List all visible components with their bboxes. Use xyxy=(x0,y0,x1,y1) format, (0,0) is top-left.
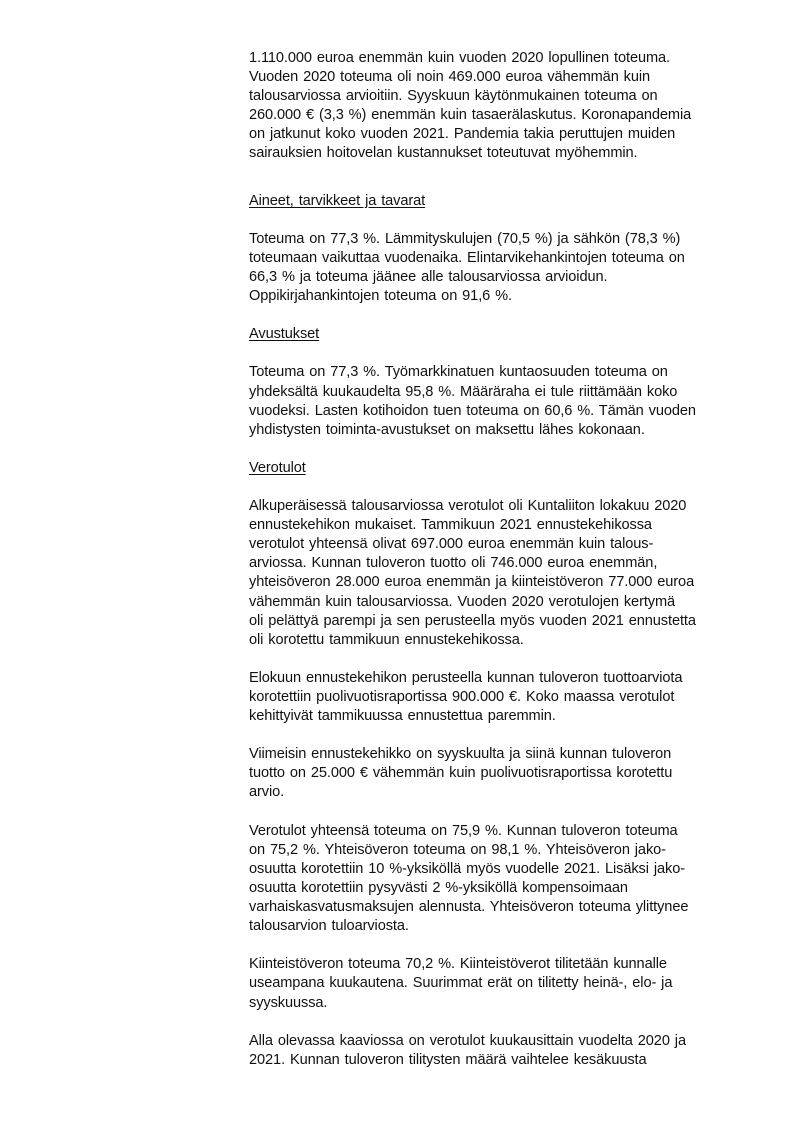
text-line: Elokuun ennustekehikon perusteella kunnan tuloveron tuottoarviota xyxy=(249,669,683,686)
text-line: on jatkunut koko vuoden 2021. Pandemia takia peruttujen muiden xyxy=(249,126,676,143)
text-line: Verotulot yhteensä toteuma on 75,9 %. Kunnan tuloveron toteuma xyxy=(249,822,678,839)
text-line: talousarvion tuloarviosta. xyxy=(249,918,409,935)
text-line: verotulot yhteensä olivat 697.000 euroa enemmän kuin talous- xyxy=(249,536,654,553)
text-line: Toteuma on 77,3 %. Työmarkkinatuen kuntaosuuden toteuma on xyxy=(249,364,668,381)
text-line: 1.110.000 euroa enemmän kuin vuoden 2020 lopullinen toteuma. xyxy=(249,50,671,66)
text-line: varhaiskasvatusmaksujen alennusta. Yhteisöveron toteuma ylittynee xyxy=(249,899,689,916)
paragraph-materials xyxy=(249,230,749,306)
text-line: vuodeksi. Lasten kotihoidon tuen toteuma on 60,6 %. Tämän vuoden xyxy=(249,402,696,419)
text-line: vähemmän kuin talousarviossa. Vuoden 2020 verotulojen kertymä xyxy=(249,593,676,610)
text-line: 2021. Kunnan tuloveron tilitysten määrä vaihtelee kesäkuusta xyxy=(249,1051,647,1068)
text-line: arviossa. Kunnan tuloveron tuotto oli 746.000 euroa enemmän, xyxy=(249,555,658,572)
paragraph-august-forecast xyxy=(249,669,749,726)
paragraph-property-tax xyxy=(249,955,749,1012)
text-line: Alla olevassa kaaviossa on verotulot kuukausittain vuodelta 2020 ja xyxy=(249,1032,686,1049)
text-line: korotettiin puolivuotisraportissa 900.000 €. Koko maassa verotulot xyxy=(249,689,675,705)
text-line: ennustekehikon mukaiset. Tammikuun 2021 ennustekehikossa xyxy=(249,517,652,534)
section-heading-text: Avustukset xyxy=(249,326,320,343)
text-line: talousarviossa arvioitiin. Syyskuun käytönmukainen toteuma on xyxy=(249,88,658,105)
section-heading-materials xyxy=(249,192,749,230)
text-line: syyskuussa. xyxy=(249,994,328,1011)
paragraph-grants xyxy=(249,363,749,439)
text-line: on 75,2 %. Yhteisöveron toteuma on 98,1 %. Yhteisöveron jako- xyxy=(249,841,666,858)
paragraph-tax-original-budget xyxy=(249,497,749,650)
paragraph-chart-intro xyxy=(249,1032,749,1070)
text-line: osuutta korotettiin 10 %-yksiköllä myös vuodelle 2021. Lisäksi jako- xyxy=(249,860,685,877)
text-line: tuotto on 25.000 € vähemmän kuin puolivuotisraportissa korotettu xyxy=(249,765,673,782)
text-line: yhteisöveron 28.000 euroa enemmän ja kiinteistöveron 77.000 euroa xyxy=(249,574,695,591)
text-line: Viimeisin ennustekehikko on syyskuulta ja siinä kunnan tuloveron xyxy=(249,746,672,763)
section-heading-tax-revenue xyxy=(249,459,749,497)
section-heading-text: Verotulot xyxy=(249,459,306,476)
text-line: yhdeksältä kuukaudelta 95,8 %. Määräraha ei tule riittämään koko xyxy=(249,383,678,400)
text-line: 260.000 € (3,3 %) enemmän kuin tasaerälaskutus. Koronapandemia xyxy=(249,107,692,124)
text-line: osuutta korotettiin pysyvästi 2 %-yksiköllä kompensoimaan xyxy=(249,879,628,896)
text-line: oli pelättyä parempi ja sen perusteella myös vuoden 2021 ennustetta xyxy=(249,612,696,629)
text-line: 66,3 % ja toteuma jäänee alle talousarviossa arvioidun. xyxy=(249,268,608,285)
document-page xyxy=(249,49,749,1089)
text-line: toteumaan vaikuttaa vuodenaika. Elintarvikehankintojen toteuma on xyxy=(249,249,685,266)
text-line: Toteuma on 77,3 %. Lämmityskulujen (70,5 %) ja sähkön (78,3 %) xyxy=(249,230,681,247)
text-line: yhdistysten toiminta-avustukset on maksettu lähes kokonaan. xyxy=(249,421,645,438)
text-line: useampana kuukautena. Suurimmat erät on tilitetty heinä-, elo- ja xyxy=(249,975,673,992)
text-line: arvio. xyxy=(249,784,285,801)
text-line: sairauksien hoitovelan kustannukset toteutuvat myöhemmin. xyxy=(249,145,638,162)
paragraph-tax-realization xyxy=(249,822,749,937)
section-heading-grants xyxy=(249,325,749,363)
text-line: Kiinteistöveron toteuma 70,2 %. Kiinteistöverot tilitetään kunnalle xyxy=(249,956,667,973)
text-line: Oppikirjahankintojen toteuma on 91,6 %. xyxy=(249,288,512,305)
text-line: Alkuperäisessä talousarviossa verotulot oli Kuntaliiton lokakuu 2020 xyxy=(249,498,687,515)
text-line: Vuoden 2020 toteuma oli noin 469.000 euroa vähemmän kuin xyxy=(249,69,651,86)
section-heading-text: Aineet, tarvikkeet ja tavarat xyxy=(249,192,426,209)
text-line: kehittyivät tammikuussa ennustettua paremmin. xyxy=(249,708,556,725)
paragraph-healthcare-costs xyxy=(249,49,749,164)
paragraph-latest-forecast xyxy=(249,745,749,802)
text-line: oli korotettu tammikuun ennustekehikossa. xyxy=(249,631,524,648)
